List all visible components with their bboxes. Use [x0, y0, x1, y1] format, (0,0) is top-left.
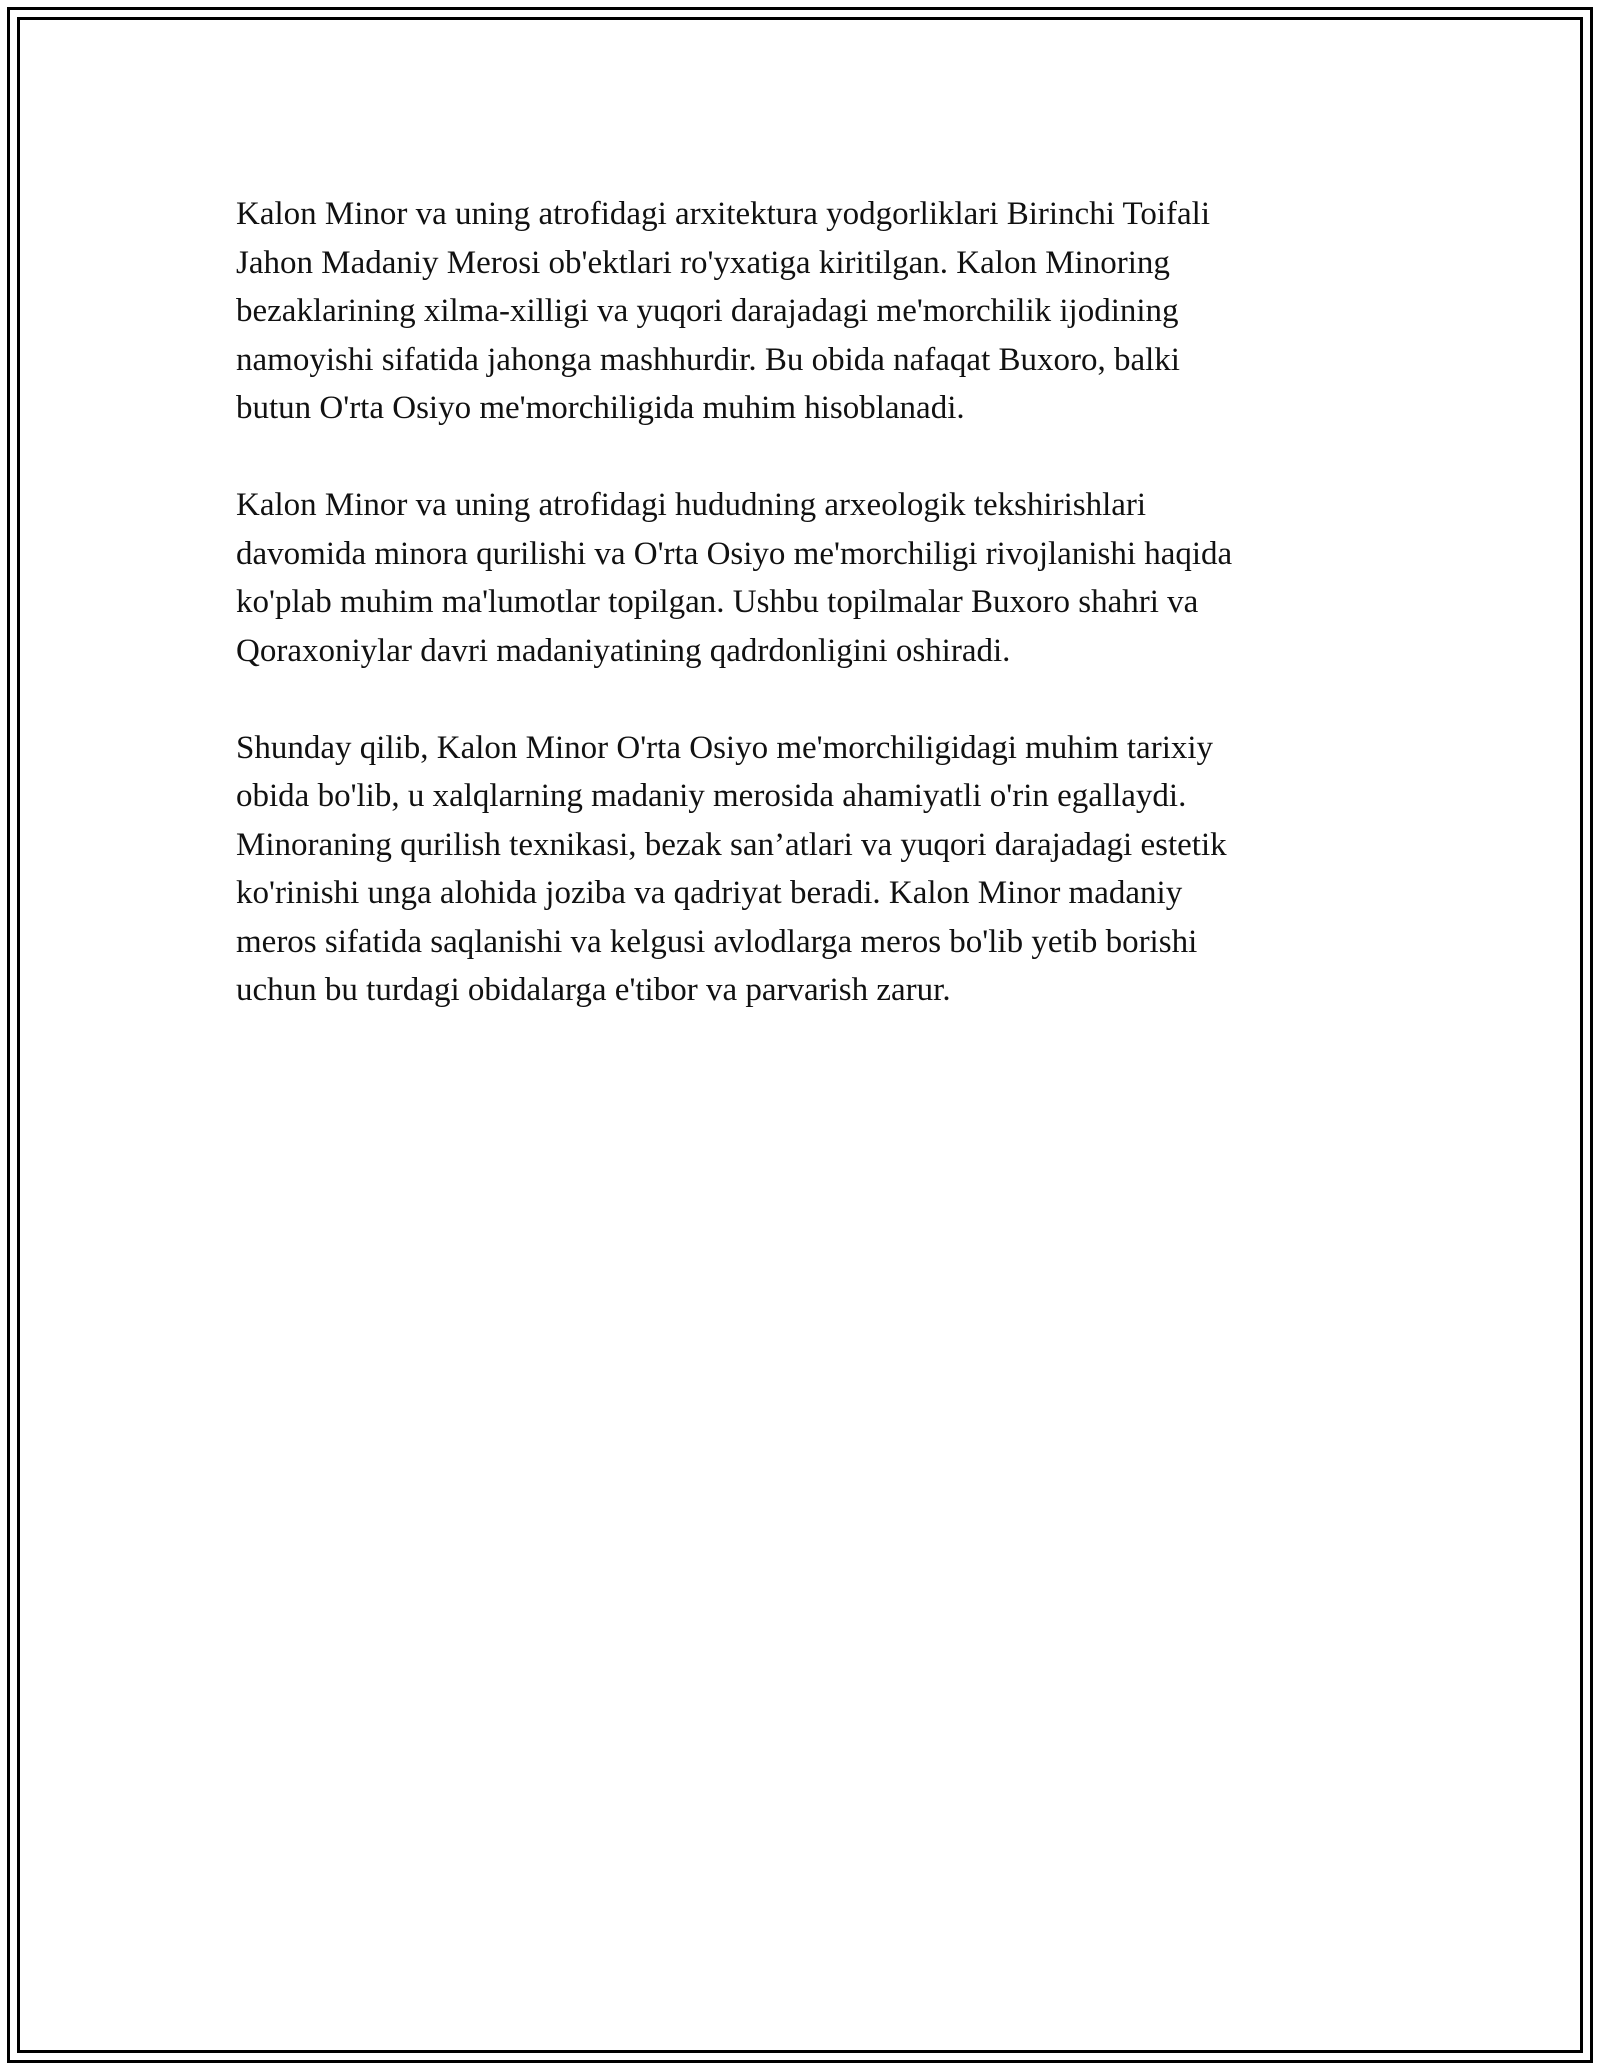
text-line: ko'rinishi unga alohida joziba va qadriyat beradi. Kalon Minor madaniy: [236, 875, 1183, 911]
text-line: bezaklarining xilma-xilligi va yuqori darajadagi me'morchilik ijodining: [236, 293, 1179, 329]
text-line: Kalon Minor va uning atrofidagi hududning arxeologik tekshirishlari: [236, 487, 1147, 523]
text-line: Jahon Madaniy Merosi ob'ektlari ro'yxatiga kiritilgan. Kalon Minoring: [236, 244, 1170, 281]
text-line: Qoraxoniylar davri madaniyatining qadrdonligini oshiradi.: [236, 632, 1011, 669]
paragraph-3: [236, 724, 1376, 1015]
paragraph-1: [236, 190, 1376, 433]
text-line: obida bo'lib, u xalqlarning madaniy merosida ahamiyatli o'rin egallaydi.: [236, 778, 1187, 814]
text-line: ko'plab muhim ma'lumotlar topilgan. Ushbu topilmalar Buxoro shahri va: [236, 584, 1199, 620]
text-line: butun O'rta Osiyo me'morchiligida muhim hisoblanadi.: [236, 390, 965, 426]
text-line: namoyishi sifatida jahonga mashhurdir. Bu obida nafaqat Buxoro, balki: [236, 341, 1180, 378]
document-body: [236, 190, 1376, 1015]
text-line: meros sifatida saqlanishi va kelgusi avlodlarga meros bo'lib yetib borishi: [236, 923, 1198, 960]
text-line: Kalon Minor va uning atrofidagi arxitektura yodgorliklari Birinchi Toifali: [236, 196, 1211, 232]
text-line: Minoraning qurilish texnikasi, bezak san’atlari va yuqori darajadagi estetik: [236, 826, 1227, 863]
text-line: Shunday qilib, Kalon Minor O'rta Osiyo me'morchiligidagi muhim tarixiy: [236, 729, 1214, 766]
text-line: davomida minora qurilishi va O'rta Osiyo me'morchiligi rivojlanishi haqida: [236, 535, 1233, 572]
text-line: uchun bu turdagi obidalarga e'tibor va parvarish zarur.: [236, 972, 951, 1008]
paragraph-2: [236, 481, 1376, 675]
